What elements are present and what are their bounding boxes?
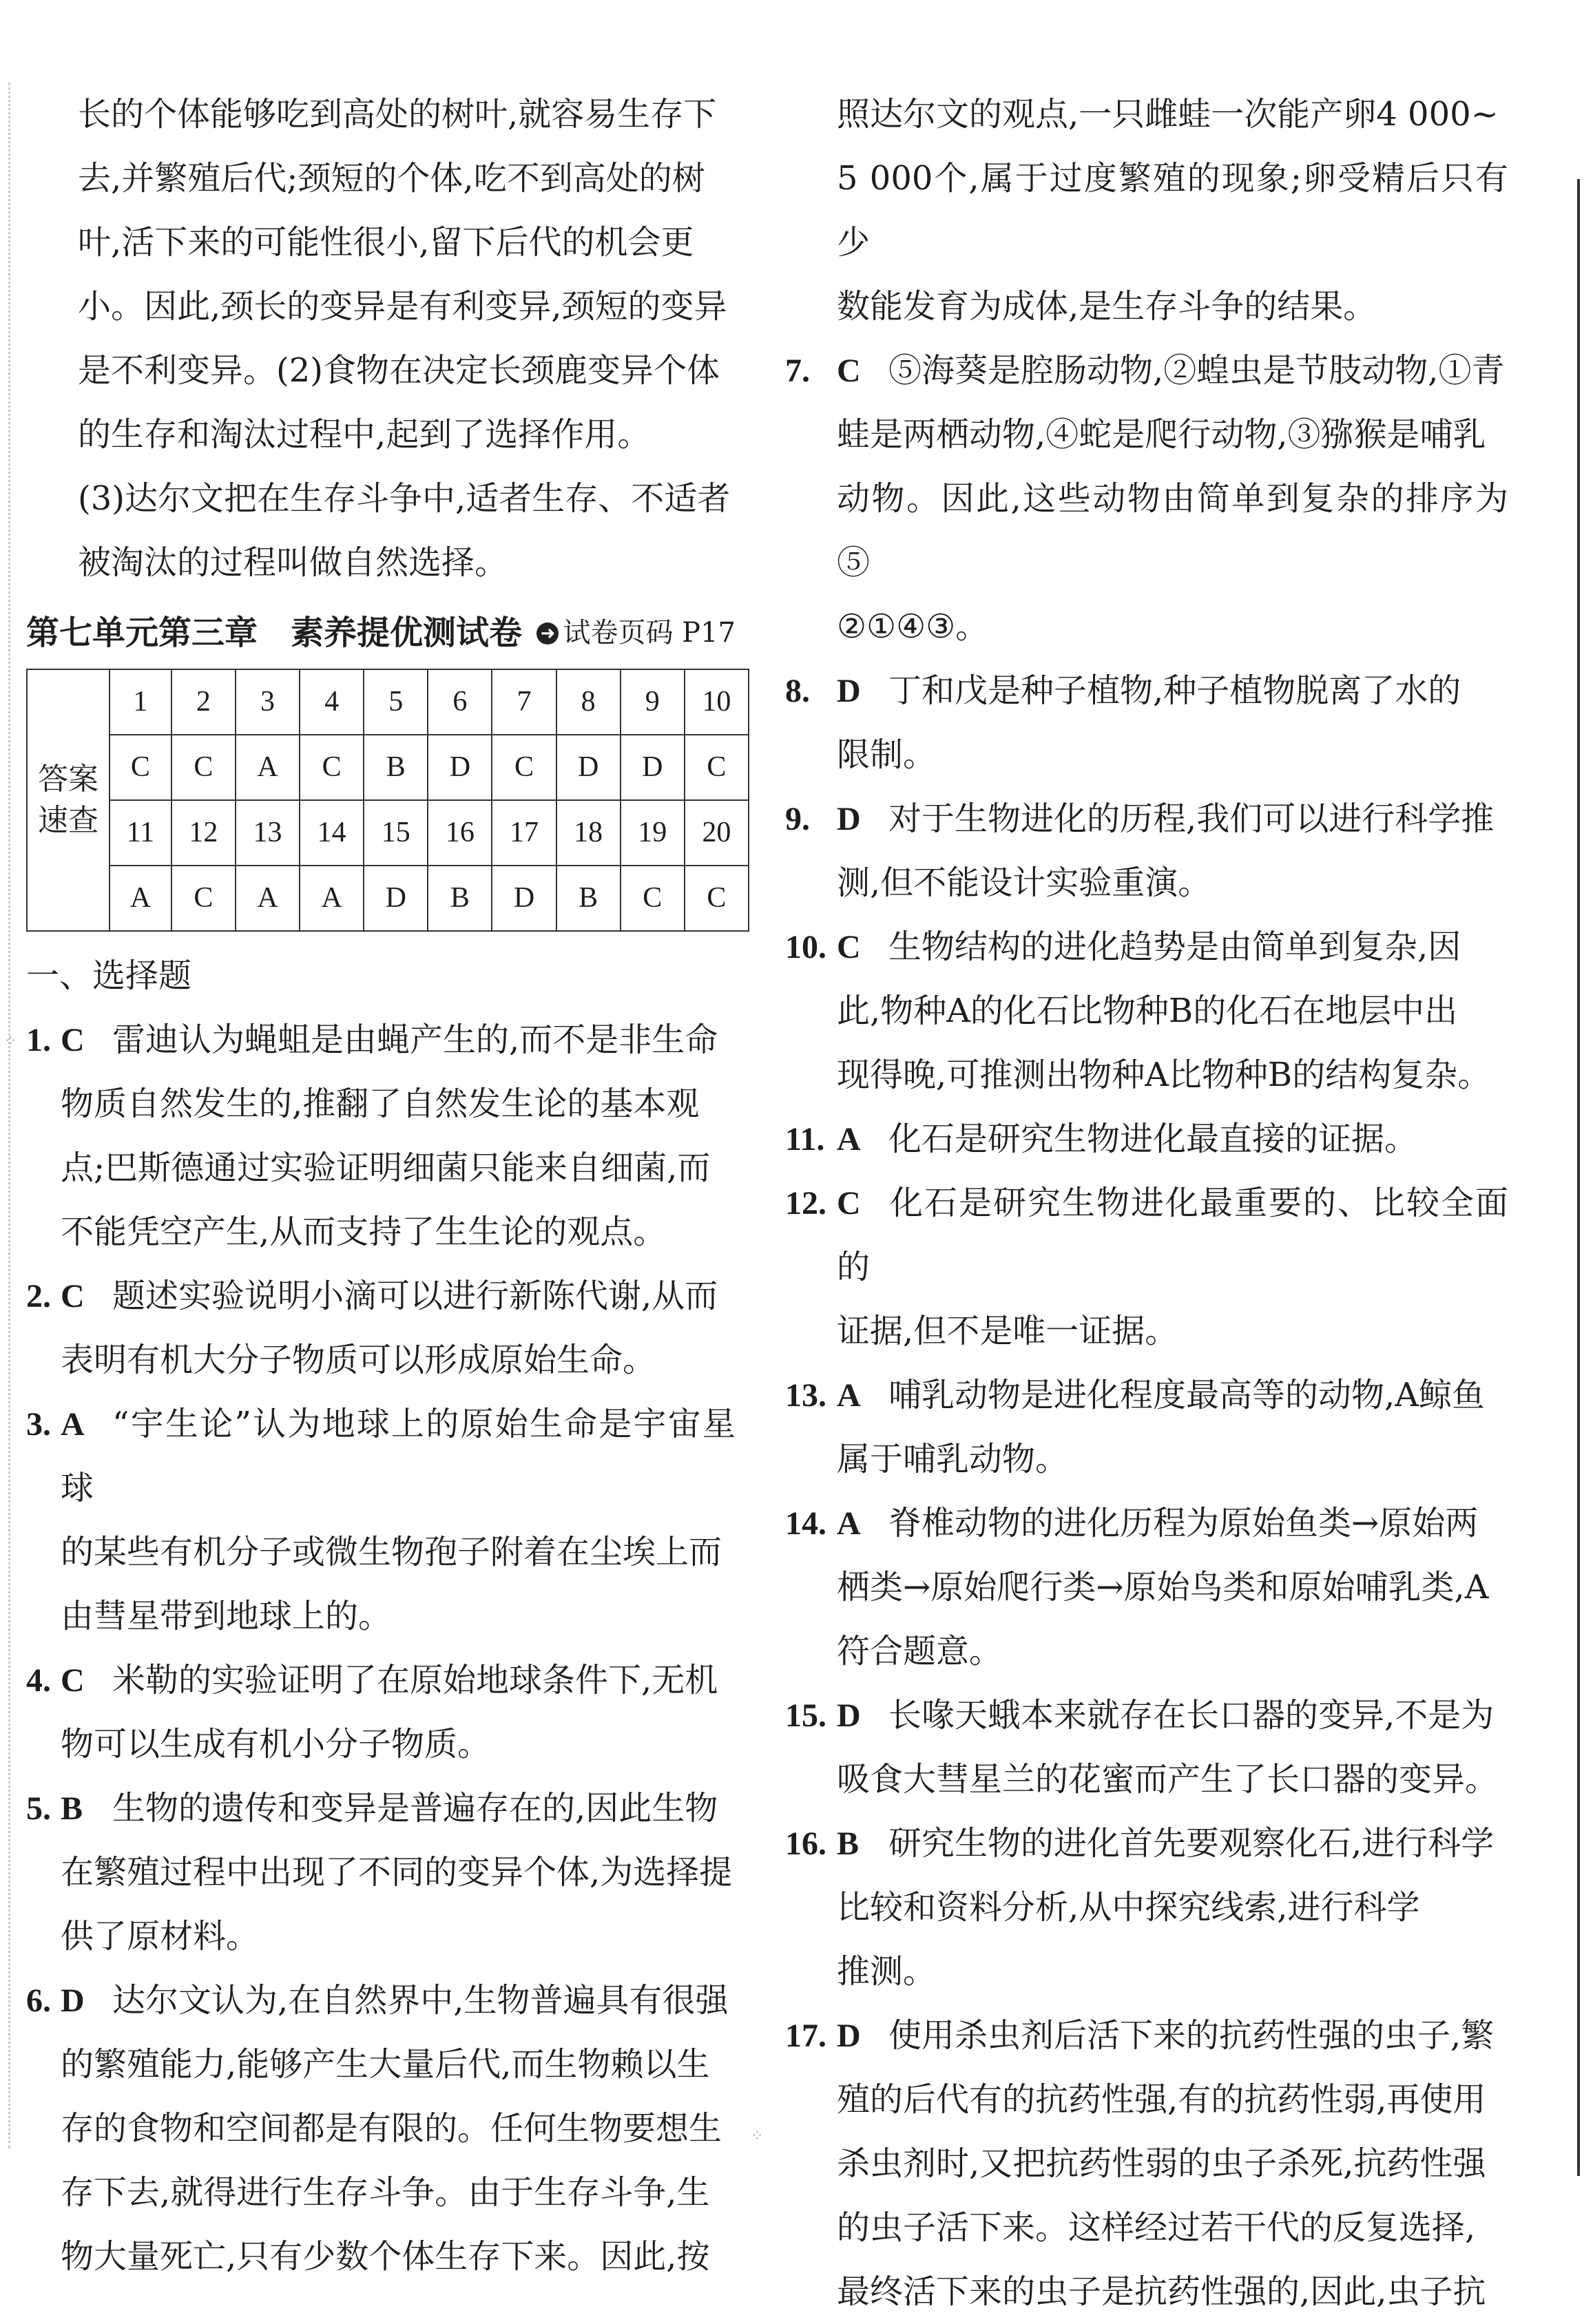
- answer-letter: C: [837, 1185, 861, 1222]
- list-item: [26, 1777, 736, 1969]
- table-cell: B: [556, 866, 621, 931]
- text-line: 此,物种A的化石比物种B的化石在地层中出: [837, 992, 1458, 1030]
- question-number: 4.: [26, 1662, 51, 1699]
- subheading: 一、选择题: [26, 956, 192, 995]
- text-line: 存的食物和空间都是有限的。任何生物要想生: [61, 2109, 722, 2148]
- table-cell: C: [685, 866, 749, 931]
- explanation-text: 雷迪认为蝇蛆是由蝇产生的,而不是非生命: [112, 1020, 718, 1059]
- text-line: 吸食大彗星兰的花蜜而产生了长口器的变异。: [837, 1760, 1499, 1799]
- answer-table: [26, 669, 749, 932]
- list-item: [26, 1008, 736, 1264]
- answer-letter: A: [837, 1121, 861, 1158]
- explanation-text: 使用杀虫剂后活下来的抗药性强的虫子,繁: [888, 2016, 1495, 2055]
- text-line: 去,并繁殖后代;颈短的个体,吃不到高处的树: [78, 159, 705, 198]
- text-line: 现得晚,可推测出物种A比物种B的结构复杂。: [837, 1056, 1491, 1094]
- list-item: [785, 2004, 1508, 2324]
- question-number: 3.: [26, 1406, 51, 1443]
- text-line: 的虫子活下来。这样经过若干代的反复选择,: [837, 2208, 1476, 2247]
- list-item: [785, 1684, 1508, 1812]
- text-line: 限制。: [837, 735, 937, 774]
- table-cell: 15: [364, 800, 428, 866]
- text-line: 点;巴斯德通过实验证明细菌只能来自细菌,而: [61, 1149, 711, 1187]
- text-line: [785, 1684, 1508, 1748]
- table-header-text: 答案速查: [38, 762, 98, 838]
- text-line: 测,但不能设计实验重演。: [837, 863, 1211, 902]
- list-item: [785, 339, 1508, 659]
- arrow-right-icon: ➜: [537, 622, 559, 645]
- text-line: 比较和资料分析,从中探究线索,进行科学: [837, 1888, 1420, 1927]
- text-line: [26, 1008, 736, 1072]
- answer-letter: D: [837, 1697, 861, 1734]
- table-cell: B: [364, 735, 428, 800]
- text-line: 动物。因此,这些动物由简单到复杂的排序为⑤: [837, 479, 1508, 582]
- left-margin-rule: [8, 83, 12, 2148]
- answer-letter: C: [61, 1022, 85, 1058]
- table-cell: A: [300, 866, 364, 931]
- question-number: 17.: [785, 2018, 826, 2054]
- explanation-text: 哺乳动物是进化程度最高等的动物,A鲸鱼: [888, 1376, 1485, 1414]
- list-item: [26, 1392, 736, 1648]
- text-line: 推测。: [837, 1952, 937, 1991]
- text-line: 存下去,就得进行生存斗争。由于生存斗争,生: [61, 2173, 710, 2212]
- explanation-text: 研究生物的进化首先要观察化石,进行科学: [888, 1824, 1495, 1863]
- explanation-text: 生物的遗传和变异是普遍存在的,因此生物: [112, 1789, 718, 1828]
- answer-letter: C: [61, 1278, 85, 1315]
- answer-letter: D: [61, 1982, 85, 2019]
- list-item: [785, 1107, 1508, 1171]
- table-cell: 1: [110, 669, 171, 735]
- text-line: [785, 1363, 1508, 1427]
- explanation-text: “宇生论”认为地球上的原始生命是宇宙星球: [61, 1405, 736, 1507]
- left-margin-mark: ⁘: [4, 1033, 17, 1050]
- table-cell: 13: [236, 800, 300, 866]
- answer-letter: C: [837, 353, 861, 389]
- text-line: 叶,活下来的可能性很小,留下后代的机会更: [78, 223, 694, 262]
- answer-letter: C: [61, 1662, 85, 1699]
- list-item: [26, 1648, 736, 1777]
- table-cell: D: [556, 735, 621, 800]
- question-number: 9.: [785, 801, 810, 837]
- answer-letter: B: [837, 1825, 860, 1862]
- table-cell: 17: [492, 800, 556, 866]
- table-cell: 20: [685, 800, 749, 866]
- question-number: 1.: [26, 1022, 51, 1058]
- table-cell: C: [110, 735, 171, 800]
- question-number: 13.: [785, 1377, 826, 1414]
- question-number: 7.: [785, 353, 810, 389]
- text-line: 蛙是两栖动物,④蛇是爬行动物,③猕猴是哺乳: [837, 415, 1486, 454]
- table-cell: D: [621, 735, 685, 800]
- list-item: [785, 1171, 1508, 1363]
- table-cell: A: [236, 735, 300, 800]
- table-row: [27, 735, 749, 800]
- table-cell: 16: [428, 800, 492, 866]
- table-cell: C: [492, 735, 556, 800]
- text-line: 是不利变异。(2)食物在决定长颈鹿变异个体: [78, 351, 720, 390]
- text-line: [26, 1648, 736, 1713]
- answer-letter: B: [61, 1790, 83, 1827]
- text-line: 供了原材料。: [61, 1917, 260, 1956]
- left-column: [26, 83, 736, 2289]
- list-item: [785, 787, 1508, 915]
- table-cell: 14: [300, 800, 364, 866]
- list-item: [785, 915, 1508, 1107]
- table-cell: D: [364, 866, 428, 931]
- text-line: 殖的后代有的抗药性强,有的抗药性弱,再使用: [837, 2080, 1486, 2119]
- text-line: 物可以生成有机小分子物质。: [61, 1725, 491, 1763]
- text-line: 长的个体能够吃到高处的树叶,就容易生存下: [78, 95, 717, 134]
- table-cell: 11: [110, 800, 171, 866]
- question-number: 6.: [26, 1982, 51, 2019]
- table-cell: 5: [364, 669, 428, 735]
- text-line: [785, 1171, 1508, 1299]
- answer-letter: A: [837, 1505, 861, 1542]
- right-continuation: [785, 83, 1508, 339]
- explanation-text: 生物结构的进化趋势是由简单到复杂,因: [888, 928, 1461, 966]
- text-line: 物质自然发生的,推翻了自然发生论的基本观: [61, 1085, 700, 1123]
- table-cell: C: [171, 735, 236, 800]
- text-line: 不能凭空产生,从而支持了生生论的观点。: [61, 1213, 667, 1251]
- text-line: [785, 1107, 1508, 1171]
- explanation-text: 达尔文认为,在自然界中,生物普遍具有很强: [112, 1981, 729, 2020]
- table-cell: 7: [492, 669, 556, 735]
- question-number: 5.: [26, 1790, 51, 1827]
- question-number: 11.: [785, 1121, 825, 1158]
- answer-letter: D: [837, 2018, 861, 2054]
- text-line: [785, 1812, 1508, 1876]
- text-line: [785, 787, 1508, 851]
- text-line: 小。因此,颈长的变异是有利变异,颈短的变异: [78, 287, 727, 326]
- explanation-text: 长喙天蛾本来就存在长口器的变异,不是为: [888, 1696, 1495, 1735]
- text-line: 由彗星带到地球上的。: [61, 1597, 392, 1635]
- answer-letter: D: [837, 801, 861, 837]
- text-line: [26, 1264, 736, 1328]
- right-column: [785, 83, 1508, 2324]
- question-number: 14.: [785, 1505, 826, 1542]
- table-cell: 19: [621, 800, 685, 866]
- text-line: 证据,但不是唯一证据。: [837, 1312, 1178, 1350]
- text-line: 栖类→原始爬行类→原始鸟类和原始哺乳类,A: [837, 1568, 1489, 1606]
- text-line: 表明有机大分子物质可以形成原始生命。: [61, 1341, 656, 1379]
- table-cell: 4: [300, 669, 364, 735]
- text-line: 数能发育为成体,是生存斗争的结果。: [837, 287, 1377, 326]
- table-row: [27, 669, 749, 735]
- explanation-text: 题述实验说明小滴可以进行新陈代谢,从而: [112, 1277, 718, 1315]
- text-line: [785, 915, 1508, 979]
- section-header: [26, 600, 736, 666]
- question-number: 10.: [785, 929, 826, 965]
- text-line: [785, 1491, 1508, 1556]
- text-line: 杀虫剂时,又把抗药性弱的虫子杀死,抗药性强: [837, 2144, 1486, 2183]
- text-line: [26, 1969, 736, 2033]
- table-cell: D: [492, 866, 556, 931]
- explanation-text: 丁和戊是种子植物,种子植物脱离了水的: [888, 671, 1461, 710]
- table-cell: C: [171, 866, 236, 931]
- list-item: [785, 1491, 1508, 1684]
- answer-letter: C: [837, 929, 861, 965]
- list-item: [26, 1969, 736, 2289]
- text-line: (3)达尔文把在生存斗争中,适者生存、不适者: [78, 479, 731, 518]
- question-number: 15.: [785, 1697, 826, 1734]
- text-line: 被淘汰的过程叫做自然选择。: [78, 543, 508, 582]
- text-line: 5 000个,属于过度繁殖的现象;卵受精后只有少: [837, 159, 1508, 262]
- table-cell: 2: [171, 669, 236, 735]
- table-cell: C: [621, 866, 685, 931]
- table-cell: 10: [685, 669, 749, 735]
- table-cell: 12: [171, 800, 236, 866]
- text-line: [785, 659, 1508, 723]
- table-cell: 3: [236, 669, 300, 735]
- table-cell: A: [236, 866, 300, 931]
- text-line: 物大量死亡,只有少数个体生存下来。因此,按: [61, 2237, 710, 2276]
- table-cell: C: [685, 735, 749, 800]
- table-cell: 8: [556, 669, 621, 735]
- table-cell: D: [428, 735, 492, 800]
- question-number: 2.: [26, 1278, 51, 1315]
- table-cell: B: [428, 866, 492, 931]
- text-line: 照达尔文的观点,一只雌蛙一次能产卵4 000~: [837, 95, 1499, 134]
- explanation-text: 化石是研究生物进化最直接的证据。: [888, 1120, 1418, 1158]
- page-ref-text: 试卷页码 P17: [563, 617, 736, 649]
- table-row: [27, 866, 749, 931]
- text-line: 符合题意。: [837, 1632, 1003, 1671]
- left-continuation: [26, 83, 736, 595]
- explanation-text: 化石是研究生物进化最重要的、比较全面的: [837, 1184, 1508, 1286]
- explanation-text: 脊椎动物的进化历程为原始鱼类→原始两: [888, 1504, 1479, 1542]
- list-item: [785, 659, 1508, 787]
- text-line: [26, 1392, 736, 1520]
- table-cell: A: [110, 866, 171, 931]
- table-cell: 18: [556, 800, 621, 866]
- list-item: [26, 1264, 736, 1392]
- question-number: 16.: [785, 1825, 826, 1862]
- text-line: 在繁殖过程中出现了不同的变异个体,为选择提: [61, 1853, 733, 1892]
- page-reference: [537, 601, 736, 665]
- text-line: 最终活下来的虫子是抗药性强的,因此,虫子抗: [837, 2272, 1486, 2311]
- center-margin-mark: ⁘: [751, 2128, 764, 2145]
- table-cell: 9: [621, 669, 685, 735]
- answer-letter: A: [837, 1377, 861, 1414]
- explanation-text: ⑤海葵是腔肠动物,②蝗虫是节肢动物,①青: [888, 351, 1505, 390]
- answer-letter: A: [61, 1406, 85, 1443]
- text-line: 的繁殖能力,能够产生大量后代,而生物赖以生: [61, 2045, 710, 2084]
- table-cell: 6: [428, 669, 492, 735]
- text-line: 的某些有机分子或微生物孢子附着在尘埃上而: [61, 1533, 722, 1571]
- list-item: [785, 1363, 1508, 1491]
- section-title: 第七单元第三章 素养提优测试卷: [26, 614, 523, 652]
- text-line: [26, 1777, 736, 1841]
- table-header-cell: [27, 669, 110, 931]
- right-binding-rule: [1577, 179, 1580, 2176]
- list-item: [785, 1812, 1508, 2004]
- left-answer-list: [26, 1008, 736, 2289]
- text-line: 的生存和淘汰过程中,起到了选择作用。: [78, 415, 651, 454]
- text-line: ②①④③。: [837, 607, 989, 646]
- question-number: 12.: [785, 1185, 826, 1222]
- explanation-text: 米勒的实验证明了在原始地球条件下,无机: [112, 1661, 718, 1699]
- explanation-text: 对于生物进化的历程,我们可以进行科学推: [888, 799, 1495, 838]
- right-answer-list: [785, 339, 1508, 2324]
- table-cell: C: [300, 735, 364, 800]
- text-line: 属于哺乳动物。: [837, 1440, 1069, 1478]
- answer-letter: D: [837, 673, 861, 709]
- table-row: [27, 800, 749, 866]
- text-line: [785, 2004, 1508, 2068]
- text-line: [785, 339, 1508, 403]
- question-number: 8.: [785, 673, 810, 709]
